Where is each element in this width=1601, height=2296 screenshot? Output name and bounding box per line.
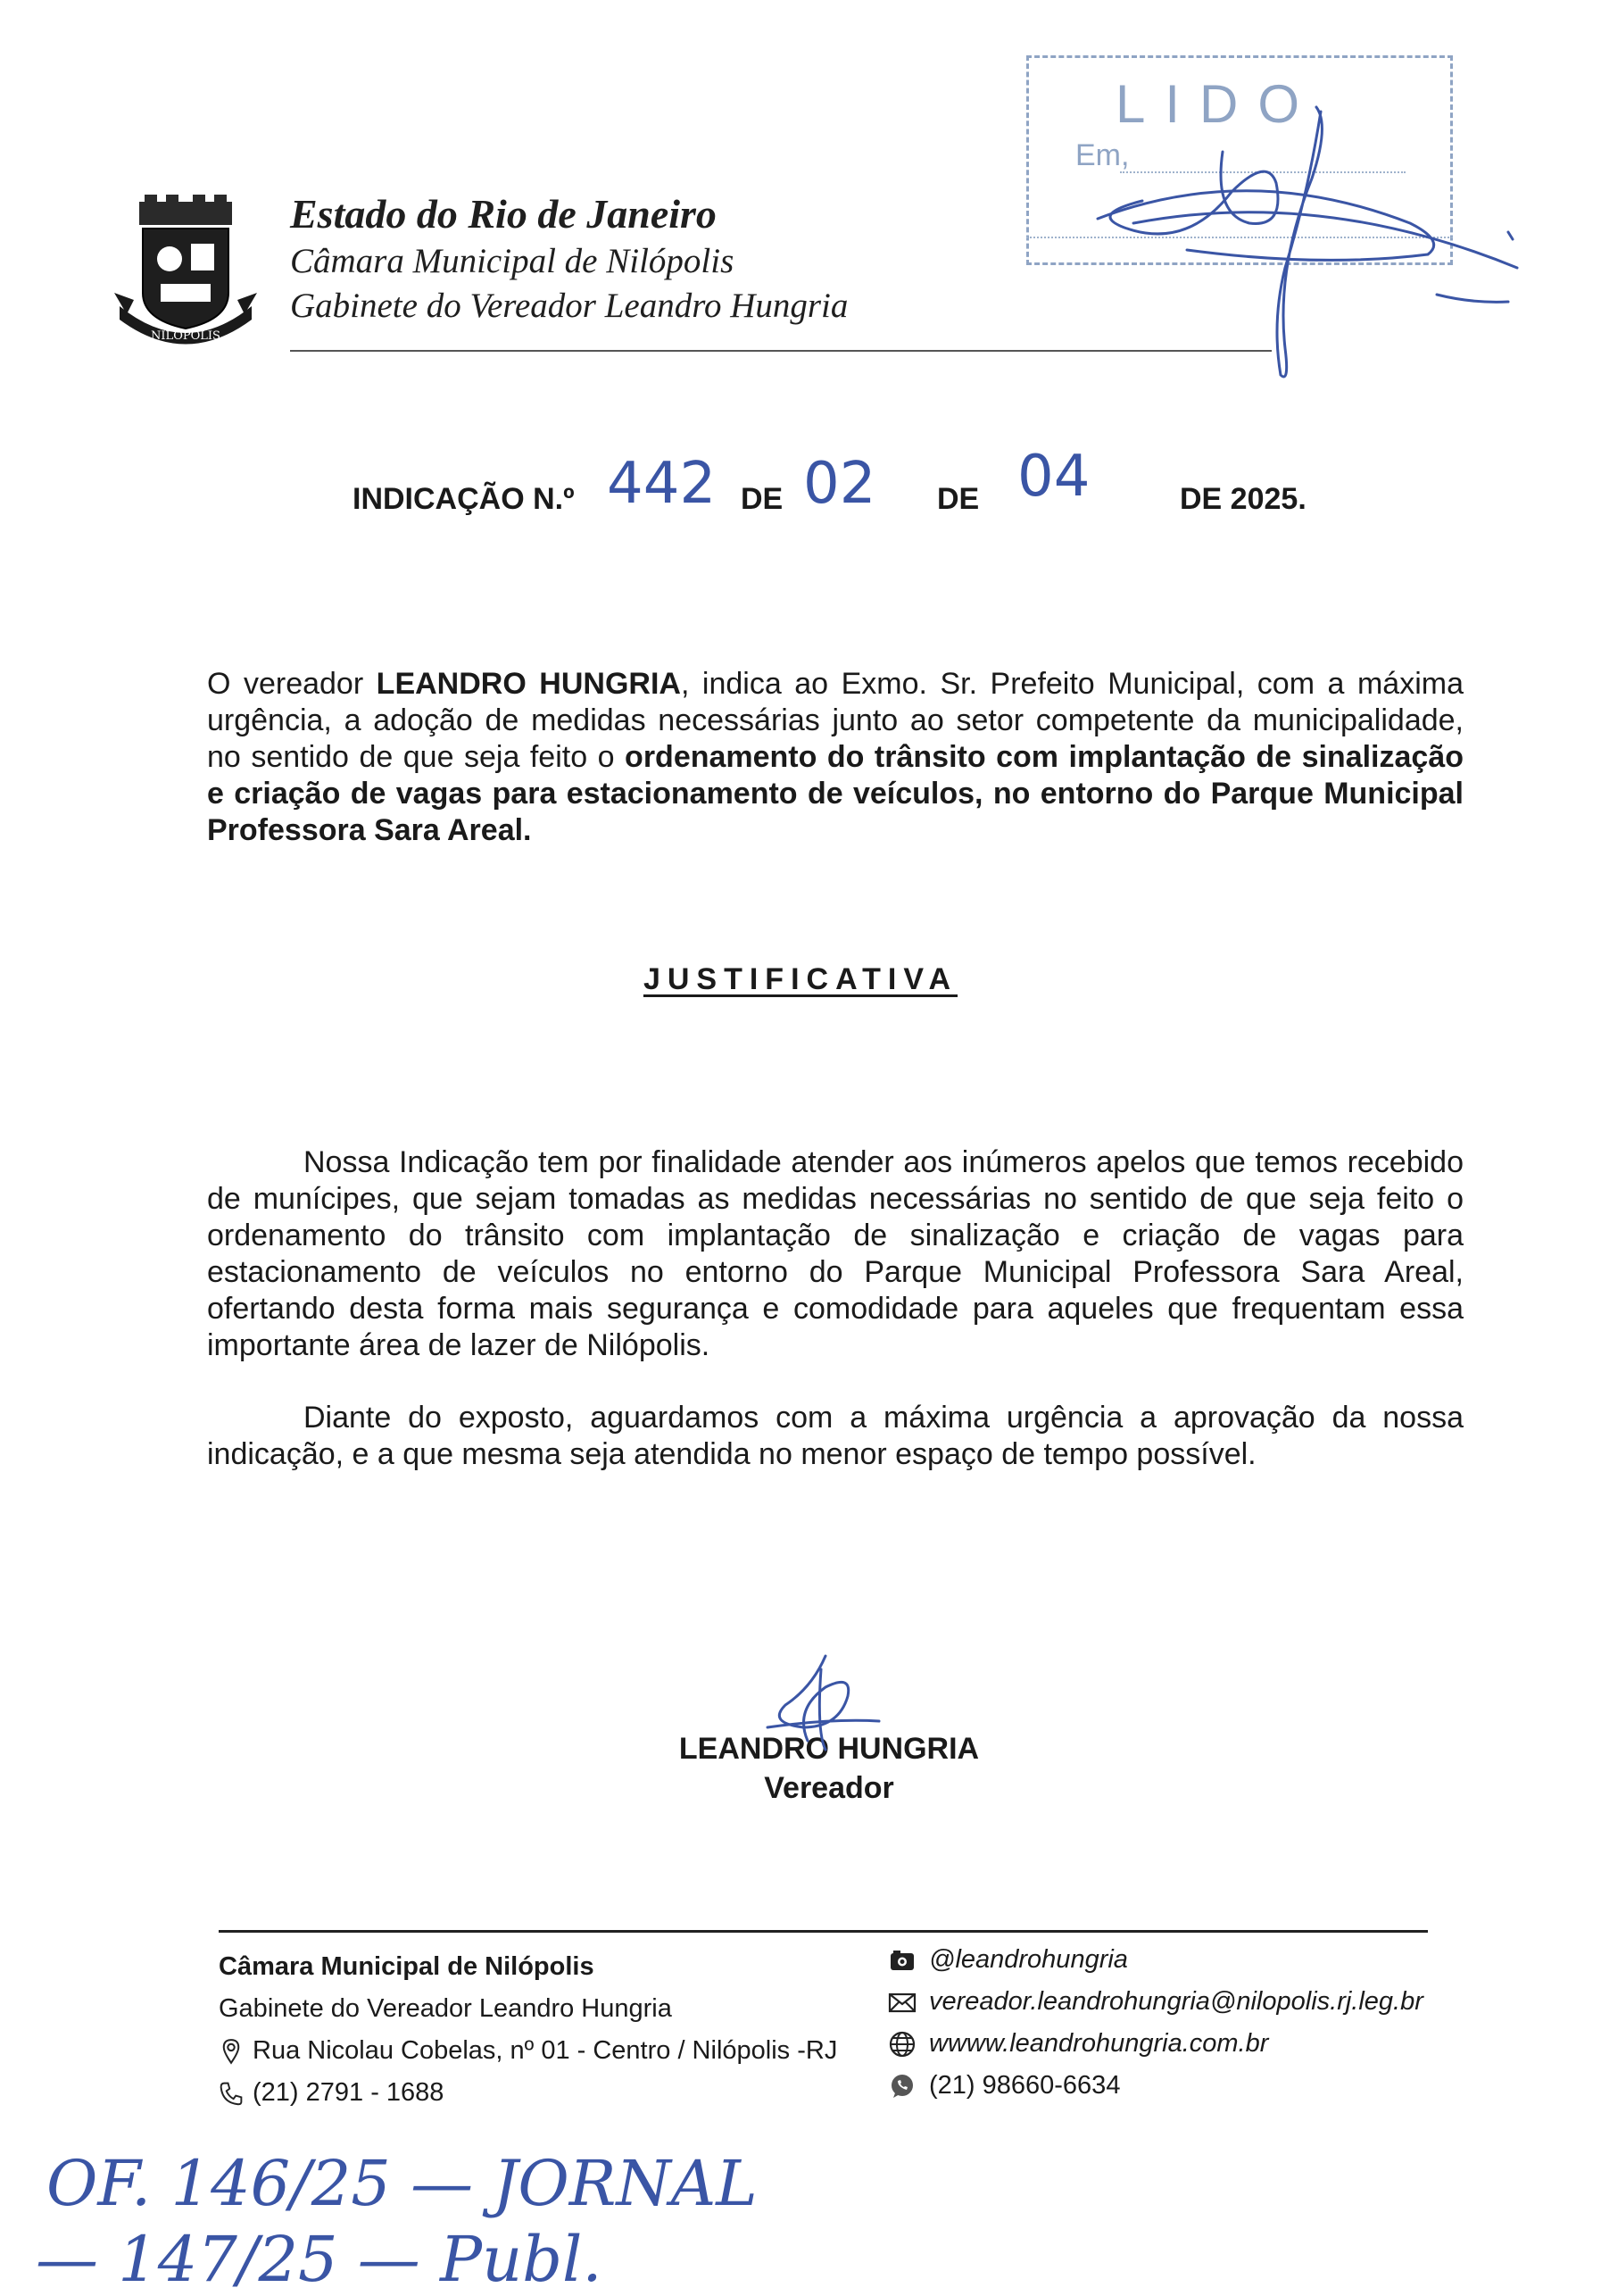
crest-label: NILÓPOLIS (151, 329, 220, 343)
indicacao-label: INDICAÇÃO N.º (353, 482, 575, 516)
stamp-date-label: Em, (1075, 138, 1130, 172)
indicacao-day: 02 (803, 451, 876, 517)
indicacao-number: 442 (607, 451, 717, 517)
footer-whatsapp-row[interactable] (888, 2065, 1423, 2107)
footer-contact-right (888, 1939, 1423, 2107)
footer-contact-left (219, 1946, 837, 2114)
phone-icon (219, 2079, 244, 2108)
footer-address: Rua Nicolau Cobelas, nº 01 - Centro / Nilópolis -RJ (253, 2036, 838, 2065)
footer-address-row (219, 2030, 837, 2072)
footer-email[interactable]: vereador.leandrohungria@nilopolis.rj.leg.br (929, 1987, 1423, 2016)
stamp-date-line (1120, 171, 1406, 173)
handwritten-note-2: — 147/25 — Publ. (36, 2223, 602, 2296)
intro-text-1: O vereador (207, 667, 377, 701)
instagram-icon (888, 1946, 917, 1975)
justificativa-heading: JUSTIFICATIVA (643, 962, 958, 996)
footer-website-row[interactable] (888, 2023, 1423, 2065)
footer-phone: (21) 2791 - 1688 (253, 2078, 444, 2107)
footer-instagram-row[interactable] (888, 1939, 1423, 1981)
indicacao-de-2: DE (937, 482, 980, 516)
office-subtitle: Gabinete do Vereador Leandro Hungria (290, 287, 849, 325)
footer-phone-row (219, 2072, 837, 2114)
location-pin-icon (219, 2037, 244, 2066)
footer-office: Gabinete do Vereador Leandro Hungria (219, 1994, 672, 2023)
justificativa-paragraph-2: Diante do exposto, aguardamos com a máxima urgência a aprovação da nossa indicação, e a que mesma seja atendida no menor espaço de tempo possível. (207, 1401, 1464, 1471)
intro-councillor-name: LEANDRO HUNGRIA (376, 667, 681, 701)
coat-of-arms-logo (114, 195, 257, 351)
indicacao-de-1: DE (741, 482, 784, 516)
signature-role: Vereador (764, 1771, 894, 1805)
justificativa-paragraph-1: Nossa Indicação tem por finalidade atender aos inúmeros apelos que temos recebido de munícipes, que sejam tomadas as medidas necessárias no sentido de que seja feito o ordenamento do trânsito com implantação de sinalização e criação de vagas para estacionamento de veículos no entorno do Parque Municipal Professora Sara Areal, ofertando desta forma mais segurança e comodidade para aqueles que frequentam essa importante área de lazer de Nilópolis. (207, 1145, 1464, 1362)
state-title: Estado do Rio de Janeiro (290, 191, 717, 237)
footer-website[interactable]: wwww.leandrohungria.com.br (929, 2029, 1269, 2058)
handwritten-note-1: OF. 146/25 — JORNAL (46, 2147, 758, 2220)
stamp-title: LIDO (1116, 74, 1320, 134)
indicacao-year: DE 2025. (1180, 482, 1307, 516)
signature-name: LEANDRO HUNGRIA (678, 1732, 980, 1766)
footer-whatsapp[interactable]: (21) 98660-6634 (929, 2071, 1121, 2100)
globe-icon (888, 2030, 917, 2059)
footer-instagram[interactable]: @leandrohungria (929, 1945, 1128, 1974)
intro-bold-request: ordenamento do trânsito com implantação de sinalização e criação de vagas para estacionamento de veículos, no entorno do Parque Municipal Professora Sara Areal. (207, 740, 1464, 847)
indicacao-month: 04 (1017, 444, 1091, 510)
header-divider (290, 350, 1272, 352)
stamp-bottom-line (1026, 237, 1453, 238)
email-icon (888, 1988, 917, 2017)
footer-divider (219, 1930, 1428, 1933)
letterhead (290, 189, 848, 329)
whatsapp-icon (888, 2072, 917, 2101)
footer-email-row[interactable] (888, 1981, 1423, 2023)
intro-text-2: , indica ao Exmo. Sr. Prefeito Municipal, com a máxima urgência, a adoção de medidas necessárias junto ao setor competente da municipalidade, no sentido de que seja feito o (207, 667, 1464, 774)
chamber-subtitle: Câmara Municipal de Nilópolis (290, 242, 734, 280)
footer-chamber: Câmara Municipal de Nilópolis (219, 1952, 594, 1981)
intro-paragraph (207, 666, 1464, 849)
